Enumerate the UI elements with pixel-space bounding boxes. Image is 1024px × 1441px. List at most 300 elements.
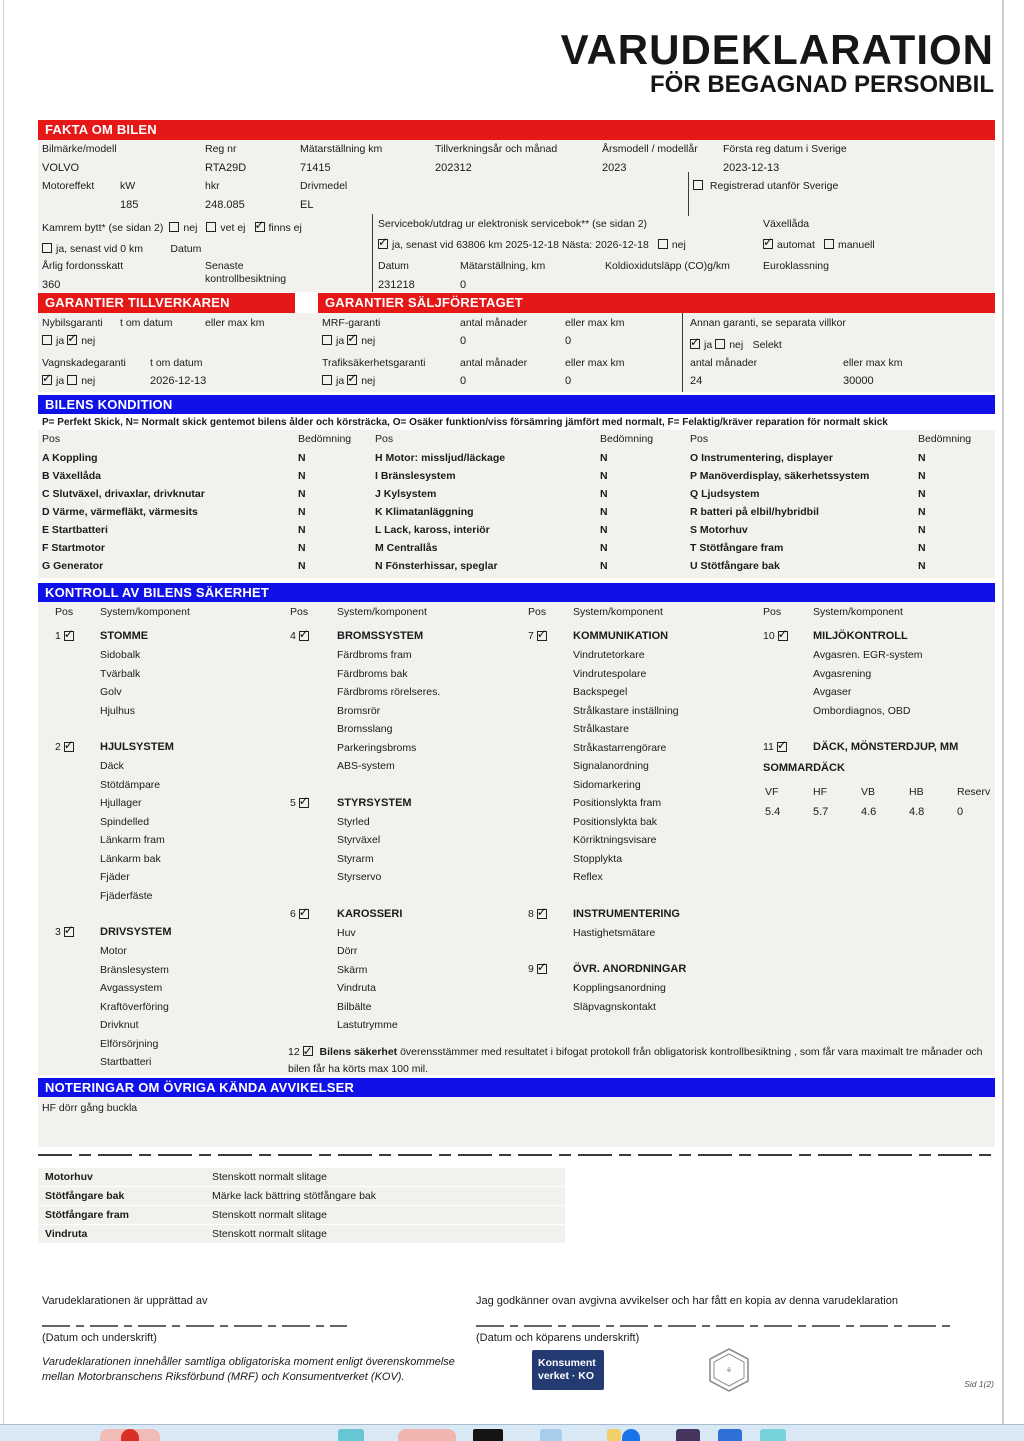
kondition-row bbox=[375, 524, 665, 542]
block-title: ÖVR. ANORDNINGAR bbox=[573, 963, 687, 975]
taskbar-app-icon[interactable] bbox=[622, 1429, 640, 1441]
checkbox-label: nej bbox=[81, 375, 96, 387]
checkbox-label: ja bbox=[336, 375, 345, 387]
field-value: RTA29D bbox=[205, 162, 247, 175]
checkbox-icon bbox=[206, 222, 216, 232]
pos-header: Pos bbox=[42, 433, 61, 445]
noteringar-table bbox=[38, 1168, 565, 1244]
kondition-row bbox=[690, 524, 990, 542]
kondition-item-label: K Klimatanläggning bbox=[375, 506, 474, 518]
field-drivmedel bbox=[300, 180, 347, 213]
checkbox-icon bbox=[777, 742, 787, 752]
sakerhet-item: Styrarm bbox=[337, 852, 374, 865]
kondition-column-3 bbox=[690, 433, 990, 578]
kondition-row bbox=[375, 470, 665, 488]
noteringar-part: Stötfångare fram bbox=[45, 1209, 130, 1221]
checkbox-label: vet ej bbox=[220, 222, 246, 234]
sakerhet-item: Tvärbalk bbox=[100, 667, 141, 680]
sakerhet-item: Körriktningsvisare bbox=[573, 834, 657, 846]
checkbox-label: nej bbox=[81, 335, 96, 347]
kondition-item-grade: N bbox=[600, 506, 608, 518]
sakerhet-block-title-row bbox=[290, 797, 520, 816]
sakerhet-item: Lastutrymme bbox=[337, 1019, 398, 1031]
taskbar-app-icon[interactable] bbox=[676, 1429, 700, 1441]
checkbox-option bbox=[690, 339, 712, 351]
field-besiktning-label: Senaste kontrollbesiktning bbox=[205, 260, 287, 286]
garanti-options bbox=[322, 335, 378, 347]
checkbox-option bbox=[42, 375, 64, 387]
vaxellada-options bbox=[763, 239, 884, 251]
block-title: INSTRUMENTERING bbox=[573, 907, 680, 920]
taskbar-app-icon[interactable] bbox=[540, 1429, 562, 1441]
section-header-kondition: BILENS KONDITION bbox=[38, 395, 995, 414]
sakerhet-block bbox=[763, 741, 995, 760]
field-value: 0 bbox=[460, 279, 467, 292]
noteringar-part: Motorhuv bbox=[45, 1171, 93, 1183]
sakerhet-block-list bbox=[55, 630, 285, 1075]
block-number: 2 bbox=[55, 741, 61, 753]
block-number: 9 bbox=[528, 963, 534, 975]
pos-header: Pos bbox=[763, 606, 782, 618]
checkbox-option bbox=[67, 335, 95, 347]
field-label: Drivmedel bbox=[300, 180, 348, 192]
kondition-column-1 bbox=[42, 433, 352, 578]
sakerhet-item: Golv bbox=[100, 686, 122, 698]
block-number: 3 bbox=[55, 926, 61, 938]
sakerhet-item: Stötdämpare bbox=[100, 778, 161, 791]
checkbox-icon bbox=[322, 335, 332, 345]
kondition-item-grade: N bbox=[298, 542, 306, 554]
taskbar-app-icon[interactable] bbox=[607, 1429, 621, 1441]
garanti-label: Annan garanti, se separata villkor bbox=[690, 317, 846, 329]
kondition-item-grade: N bbox=[600, 452, 608, 464]
sakerhet-item: Sidomarkering bbox=[573, 778, 641, 791]
kondition-item-grade: N bbox=[918, 524, 926, 536]
datum-label: Datum bbox=[170, 243, 202, 255]
noteringar-remark: Stenskott normalt slitage bbox=[212, 1228, 327, 1240]
kondition-row bbox=[42, 524, 352, 542]
sakerhet-item: Bränslesystem bbox=[100, 963, 169, 976]
sakerhet-item: Elförsörjning bbox=[100, 1037, 159, 1050]
checkbox-icon bbox=[64, 631, 74, 641]
kondition-column-2 bbox=[375, 433, 665, 578]
kondition-item-label: U Stötfångare bak bbox=[690, 560, 780, 572]
checkbox-option bbox=[42, 243, 143, 255]
sakerhet-item: Spindelled bbox=[100, 815, 150, 828]
checkbox-label: nej bbox=[671, 239, 686, 251]
kondition-item-label: H Motor: missljud/läckage bbox=[375, 452, 506, 464]
sakerhet-block-title-row bbox=[763, 741, 995, 760]
sakerhet-item-list bbox=[100, 760, 285, 908]
field-label: Mätarställning, km bbox=[460, 260, 546, 272]
field-matarstallning bbox=[300, 143, 382, 176]
sakerhet-column-head bbox=[528, 606, 758, 630]
noteringar-divider bbox=[38, 1154, 995, 1156]
block-title: BROMSSYSTEM bbox=[337, 630, 424, 642]
sakerhet-block bbox=[290, 630, 520, 779]
sakerhet-item: Bromsrör bbox=[337, 704, 381, 717]
sakerhet-item: Positionslykta fram bbox=[573, 797, 662, 809]
checkbox-option bbox=[763, 239, 815, 251]
field-label: Första reg datum i Sverige bbox=[723, 143, 847, 155]
kondition-item-grade: N bbox=[918, 542, 926, 554]
kondition-item-grade: N bbox=[600, 560, 608, 572]
sakerhet-item: Hastighetsmätare bbox=[573, 926, 656, 939]
tyre-depth-value: 4.6 bbox=[861, 806, 877, 818]
sakerhet-column-3 bbox=[528, 606, 758, 1037]
kondition-item-grade: N bbox=[298, 524, 306, 536]
block-number: 6 bbox=[290, 907, 296, 920]
section-header-garanti-tillverkaren: GARANTIER TILLVERKAREN bbox=[38, 293, 295, 313]
pos-header: Pos bbox=[528, 606, 547, 618]
sakerhet-block-title-row bbox=[290, 630, 520, 649]
field-value: 202312 bbox=[435, 162, 472, 175]
kondition-item-label: N Fönsterhissar, speglar bbox=[375, 560, 498, 572]
kv-logo-line2: verket · KO bbox=[538, 1370, 595, 1382]
field-datum bbox=[378, 260, 415, 293]
checkbox-option bbox=[347, 335, 375, 347]
kondition-row bbox=[690, 452, 990, 470]
noteringar-row bbox=[38, 1206, 565, 1224]
sakerhet-item: Skärm bbox=[337, 963, 368, 976]
fakta-divider-1 bbox=[372, 214, 373, 292]
checkbox-option bbox=[206, 222, 245, 234]
sakerhet-item: Kraftöverföring bbox=[100, 1000, 169, 1013]
checkbox-icon bbox=[299, 798, 309, 808]
sakerhet-column-4 bbox=[763, 606, 995, 778]
tyre-depth-value: 4.8 bbox=[909, 806, 925, 818]
block-title: KOMMUNIKATION bbox=[573, 630, 669, 642]
kondition-item-grade: N bbox=[600, 470, 608, 482]
fakta-divider-2 bbox=[688, 172, 689, 216]
kondition-item-label: E Startbatteri bbox=[42, 524, 108, 536]
signature-line-buyer bbox=[476, 1325, 956, 1327]
bedomning-header: Bedömning bbox=[600, 433, 654, 445]
kondition-row bbox=[690, 560, 990, 578]
kondition-row bbox=[42, 452, 352, 470]
garanti-col-label: t om datum bbox=[120, 317, 173, 329]
sakerhet-item: Fjäder bbox=[100, 871, 130, 883]
sakerhet-block bbox=[55, 630, 285, 723]
checkbox-option bbox=[255, 222, 302, 234]
sakerhet-item: Hjulhus bbox=[100, 704, 136, 717]
taskbar-app-icon[interactable] bbox=[398, 1429, 456, 1441]
sakerhet-item: Dörr bbox=[337, 945, 358, 957]
checkbox-icon bbox=[715, 339, 725, 349]
kamrem-label: Kamrem bytt* (se sidan 2) bbox=[42, 222, 164, 234]
garanti-value: 0 bbox=[460, 375, 467, 387]
checkbox-option bbox=[322, 335, 344, 347]
kondition-item-grade: N bbox=[298, 470, 306, 482]
statement-number: 12 bbox=[288, 1046, 300, 1058]
checkbox-icon bbox=[169, 222, 179, 232]
tyre-position-label: HF bbox=[813, 786, 827, 798]
statement-text: överensstämmer med resultatet i bifogat protokoll från obligatorisk kontrollbesiktning , som får vara maximalt tre månader och bilen får ha körts max 100 mil. bbox=[288, 1046, 983, 1075]
block-title: STOMME bbox=[100, 630, 149, 642]
sakerhet-block bbox=[528, 908, 758, 946]
checkbox-icon bbox=[255, 222, 265, 232]
field-forsta-reg bbox=[723, 143, 847, 176]
sakerhet-item: Drivknut bbox=[100, 1019, 139, 1031]
kondition-list bbox=[375, 452, 665, 578]
signature-line-seller bbox=[42, 1325, 347, 1327]
section-header-garanti-saljforetaget: GARANTIER SÄLJFÖRETAGET bbox=[318, 293, 995, 313]
sakerhet-item: Startbatteri bbox=[100, 1056, 152, 1068]
field-tillverkningsar bbox=[435, 143, 557, 176]
block-number: 11 bbox=[763, 741, 774, 753]
bedomning-header: Bedömning bbox=[298, 433, 352, 445]
sakerhet-item: Avgasrening bbox=[813, 667, 872, 680]
field-label: Mätarställning km bbox=[300, 143, 383, 155]
sakerhet-block-title-row bbox=[528, 630, 758, 649]
garanti-value: 30000 bbox=[843, 375, 874, 387]
kondition-item-label: Q Ljudsystem bbox=[690, 488, 760, 500]
garanti-value: 24 bbox=[690, 375, 703, 387]
taskbar-app-icon[interactable] bbox=[718, 1429, 742, 1441]
field-value: 2023-12-13 bbox=[723, 162, 780, 175]
garanti-options bbox=[690, 339, 746, 351]
checkbox-option bbox=[42, 335, 64, 347]
sakerhet-item-list bbox=[337, 927, 520, 1038]
checkbox-label: manuell bbox=[837, 239, 875, 251]
sakerhet-item: Strålkastare bbox=[573, 723, 630, 735]
sakerhet-block-list bbox=[528, 630, 758, 1019]
checkbox-icon bbox=[67, 375, 77, 385]
kondition-column-head bbox=[42, 433, 352, 452]
garanti-value: 0 bbox=[565, 375, 572, 387]
sakerhet-item: Styrled bbox=[337, 815, 370, 828]
kondition-list bbox=[690, 452, 990, 578]
field-value: 71415 bbox=[300, 162, 331, 175]
kondition-item-label: A Koppling bbox=[42, 452, 98, 464]
sakerhet-block bbox=[763, 630, 995, 723]
checkbox-icon bbox=[693, 180, 703, 190]
noteringar-row bbox=[38, 1225, 565, 1243]
field-euroklassning-label: Euroklassning bbox=[763, 260, 829, 272]
kamrem-ja-row bbox=[42, 239, 201, 257]
sakerhet-item: Däck bbox=[100, 760, 124, 772]
checkbox-option bbox=[715, 339, 743, 351]
garanti-col-label: antal månader bbox=[690, 357, 758, 369]
kondition-item-label: P Manöverdisplay, säkerhetssystem bbox=[690, 470, 870, 482]
servicebok-label: Servicebok/utdrag ur elektronisk servicebok** (se sidan 2) bbox=[378, 218, 648, 230]
garanti-value: 0 bbox=[460, 335, 467, 347]
noteringar-remark: Stenskott normalt slitage bbox=[212, 1209, 327, 1221]
kondition-row bbox=[690, 506, 990, 524]
kondition-legend: P= Perfekt Skick, N= Normalt skick gentemot bilens ålder och körsträcka, O= Osäker funktion/viss försämring jämfört med normalt, F= Felaktig/kräver reparation för normalt skick bbox=[42, 417, 888, 428]
garanti-label: Nybilsgaranti bbox=[42, 317, 103, 329]
checkbox-icon bbox=[42, 243, 52, 253]
footer-disclaimer bbox=[42, 1355, 455, 1386]
checkbox-icon bbox=[763, 239, 773, 249]
sakerhet-block bbox=[290, 797, 520, 890]
kondition-row bbox=[42, 470, 352, 488]
checkbox-label: ja bbox=[336, 335, 345, 347]
section-header-fakta: FAKTA OM BILEN bbox=[38, 120, 995, 140]
kondition-row bbox=[375, 542, 665, 560]
sakerhet-column-head bbox=[763, 606, 995, 630]
kondition-row bbox=[690, 470, 990, 488]
sakerhet-item: Reflex bbox=[573, 871, 603, 883]
kv-logo-line1: Konsument bbox=[538, 1357, 596, 1370]
page-left-edge bbox=[3, 0, 4, 1424]
checkbox-label: ja bbox=[704, 339, 713, 351]
field-label: Årlig fordonsskatt bbox=[42, 260, 124, 272]
kondition-item-label: B Växellåda bbox=[42, 470, 101, 482]
checkbox-option bbox=[658, 239, 686, 251]
block-title: STYRSYSTEM bbox=[337, 796, 412, 809]
checkbox-label: finns ej bbox=[268, 222, 302, 234]
checkbox-icon bbox=[64, 927, 74, 937]
sakerhet-item: Bilbälte bbox=[337, 1000, 372, 1013]
field-label: Motoreffekt bbox=[42, 180, 95, 192]
sommardack-label: SOMMARDÄCK bbox=[763, 762, 845, 774]
checkbox-label: automat bbox=[777, 239, 815, 251]
checkbox-icon bbox=[303, 1046, 313, 1056]
field-value: 360 bbox=[42, 279, 61, 292]
garanti-suffix: Selekt bbox=[752, 339, 782, 351]
sakerhet-column-head bbox=[55, 606, 285, 630]
sakerhet-block-title-row bbox=[528, 963, 758, 982]
kondition-row bbox=[375, 560, 665, 578]
field-value: 2023 bbox=[602, 162, 627, 175]
tyre-depth-value: 5.4 bbox=[765, 806, 781, 818]
kondition-item-grade: N bbox=[918, 488, 926, 500]
kondition-item-grade: N bbox=[600, 542, 608, 554]
checkbox-label: nej bbox=[361, 335, 376, 347]
sakerhet-block-title-row bbox=[55, 741, 285, 760]
checkbox-icon bbox=[658, 239, 668, 249]
sakerhet-item: Vindrutetorkare bbox=[573, 649, 645, 661]
taskbar-app-icon[interactable] bbox=[121, 1429, 139, 1441]
checkbox-label: Registrerad utanför Sverige bbox=[709, 180, 839, 192]
kondition-row bbox=[42, 560, 352, 578]
field-koldioxid-label: Koldioxidutsläpp (CO)g/km bbox=[605, 260, 730, 272]
garanti-divider bbox=[682, 313, 683, 392]
sakerhet-item: ABS-system bbox=[337, 760, 395, 772]
garanti-label: Vagnskadegaranti bbox=[42, 357, 126, 369]
field-matarstallning-km bbox=[460, 260, 545, 293]
taskbar-app-icon[interactable] bbox=[760, 1429, 786, 1441]
kondition-row bbox=[690, 542, 990, 560]
field-arsmodell bbox=[602, 143, 698, 176]
checkbox-icon bbox=[537, 964, 547, 974]
block-number: 8 bbox=[528, 907, 534, 920]
checkbox-icon bbox=[299, 631, 309, 641]
kondition-item-grade: N bbox=[918, 452, 926, 464]
sakerhet-item-list bbox=[573, 927, 758, 946]
checkbox-icon bbox=[42, 335, 52, 345]
field-value: 248.085 bbox=[205, 199, 245, 212]
field-label: kW bbox=[120, 180, 136, 192]
checkbox-option bbox=[378, 239, 649, 251]
sakerhet-item: Backspegel bbox=[573, 686, 628, 698]
kondition-item-grade: N bbox=[298, 488, 306, 500]
system-header: System/komponent bbox=[100, 606, 190, 618]
checkbox-label: nej bbox=[729, 339, 744, 351]
noteringar-remark: Stenskott normalt slitage bbox=[212, 1171, 327, 1183]
field-label: Tillverkningsår och månad bbox=[435, 143, 558, 155]
kondition-row bbox=[42, 506, 352, 524]
sakerhet-item: Sidobalk bbox=[100, 649, 141, 661]
tyre-depth-value: 5.7 bbox=[813, 806, 829, 818]
field-label: Bilmärke/modell bbox=[42, 143, 117, 155]
kondition-item-grade: N bbox=[600, 524, 608, 536]
sakerhet-item-list bbox=[337, 816, 520, 890]
title-line2: FÖR BEGAGNAD PERSONBIL bbox=[649, 71, 994, 99]
page-number: Sid 1(2) bbox=[964, 1379, 994, 1389]
sakerhet-item: Länkarm bak bbox=[100, 852, 161, 865]
garanti-col-label: eller max km bbox=[843, 357, 903, 369]
noteringar-row bbox=[38, 1168, 565, 1186]
checkbox-option bbox=[67, 375, 95, 387]
taskbar-app-icon[interactable] bbox=[473, 1429, 503, 1441]
sakerhet-column-1 bbox=[55, 606, 285, 1093]
mrf-emblem-icon bbox=[705, 1346, 753, 1399]
kondition-item-grade: N bbox=[918, 506, 926, 518]
kondition-item-label: I Bränslesystem bbox=[375, 470, 456, 482]
sakerhet-item: Bromsslang bbox=[337, 723, 393, 735]
kondition-item-label: M Centrallås bbox=[375, 542, 438, 554]
taskbar-app-icon[interactable] bbox=[338, 1429, 364, 1441]
checkbox-icon bbox=[690, 339, 700, 349]
field-motoreffekt bbox=[42, 180, 94, 193]
checkbox-icon bbox=[64, 742, 74, 752]
tyre-value-row bbox=[765, 806, 1005, 820]
sakerhet-item: Kopplingsanordning bbox=[573, 982, 666, 994]
block-number: 5 bbox=[290, 796, 296, 809]
kondition-row bbox=[375, 506, 665, 524]
kondition-item-label: R batteri på elbil/hybridbil bbox=[690, 506, 819, 518]
sakerhet-block-title-row bbox=[763, 630, 995, 649]
kondition-row bbox=[375, 488, 665, 506]
garanti-value: 0 bbox=[565, 335, 572, 347]
kondition-item-label: C Slutväxel, drivaxlar, drivknutar bbox=[42, 488, 205, 500]
block-number: 10 bbox=[763, 630, 775, 642]
block-title: DÄCK, MÖNSTERDJUP, MM bbox=[813, 741, 959, 753]
field-value: EL bbox=[300, 199, 314, 212]
field-fordonsskatt bbox=[42, 260, 123, 293]
field-label: Årsmodell / modellår bbox=[602, 143, 698, 155]
kondition-row bbox=[42, 542, 352, 560]
sakerhet-block bbox=[528, 963, 758, 1019]
kondition-item-label: D Värme, värmefläkt, värmesits bbox=[42, 506, 198, 518]
sakerhet-item: Stopplykta bbox=[573, 852, 623, 865]
checkbox-icon bbox=[347, 375, 357, 385]
disclaimer-line2: mellan Motorbranschens Riksförbund (MRF) och Konsumentverket (KOV). bbox=[42, 1371, 405, 1384]
konsumentverket-logo bbox=[532, 1350, 604, 1390]
sakerhet-item: Fjäderfäste bbox=[100, 889, 153, 902]
tyre-position-label: Reserv bbox=[957, 786, 991, 798]
disclaimer-line1: Varudeklarationen innehåller samtliga obligatoriska moment enligt överenskommelse bbox=[42, 1356, 455, 1368]
sakerhet-block-list bbox=[763, 630, 995, 760]
sakerhet-item: Strålkastare inställning bbox=[573, 704, 679, 717]
block-title: HJULSYSTEM bbox=[100, 741, 174, 753]
system-header: System/komponent bbox=[573, 606, 663, 618]
tyre-position-label: VF bbox=[765, 786, 779, 798]
servicebok-options bbox=[378, 239, 695, 251]
sakerhet-item: Släpvagnskontakt bbox=[573, 1000, 656, 1013]
pos-header: Pos bbox=[690, 433, 709, 445]
sakerhet-item-list bbox=[337, 649, 520, 779]
sakerhet-block-list bbox=[290, 630, 520, 1038]
pos-header: Pos bbox=[375, 433, 394, 445]
sakerhet-block-title-row bbox=[290, 908, 520, 927]
garanti-col-label: antal månader bbox=[460, 317, 528, 329]
statement-bold-text: Bilens säkerhet bbox=[319, 1046, 398, 1058]
sakerhet-item: Avgaser bbox=[813, 686, 852, 698]
kondition-row bbox=[42, 488, 352, 506]
